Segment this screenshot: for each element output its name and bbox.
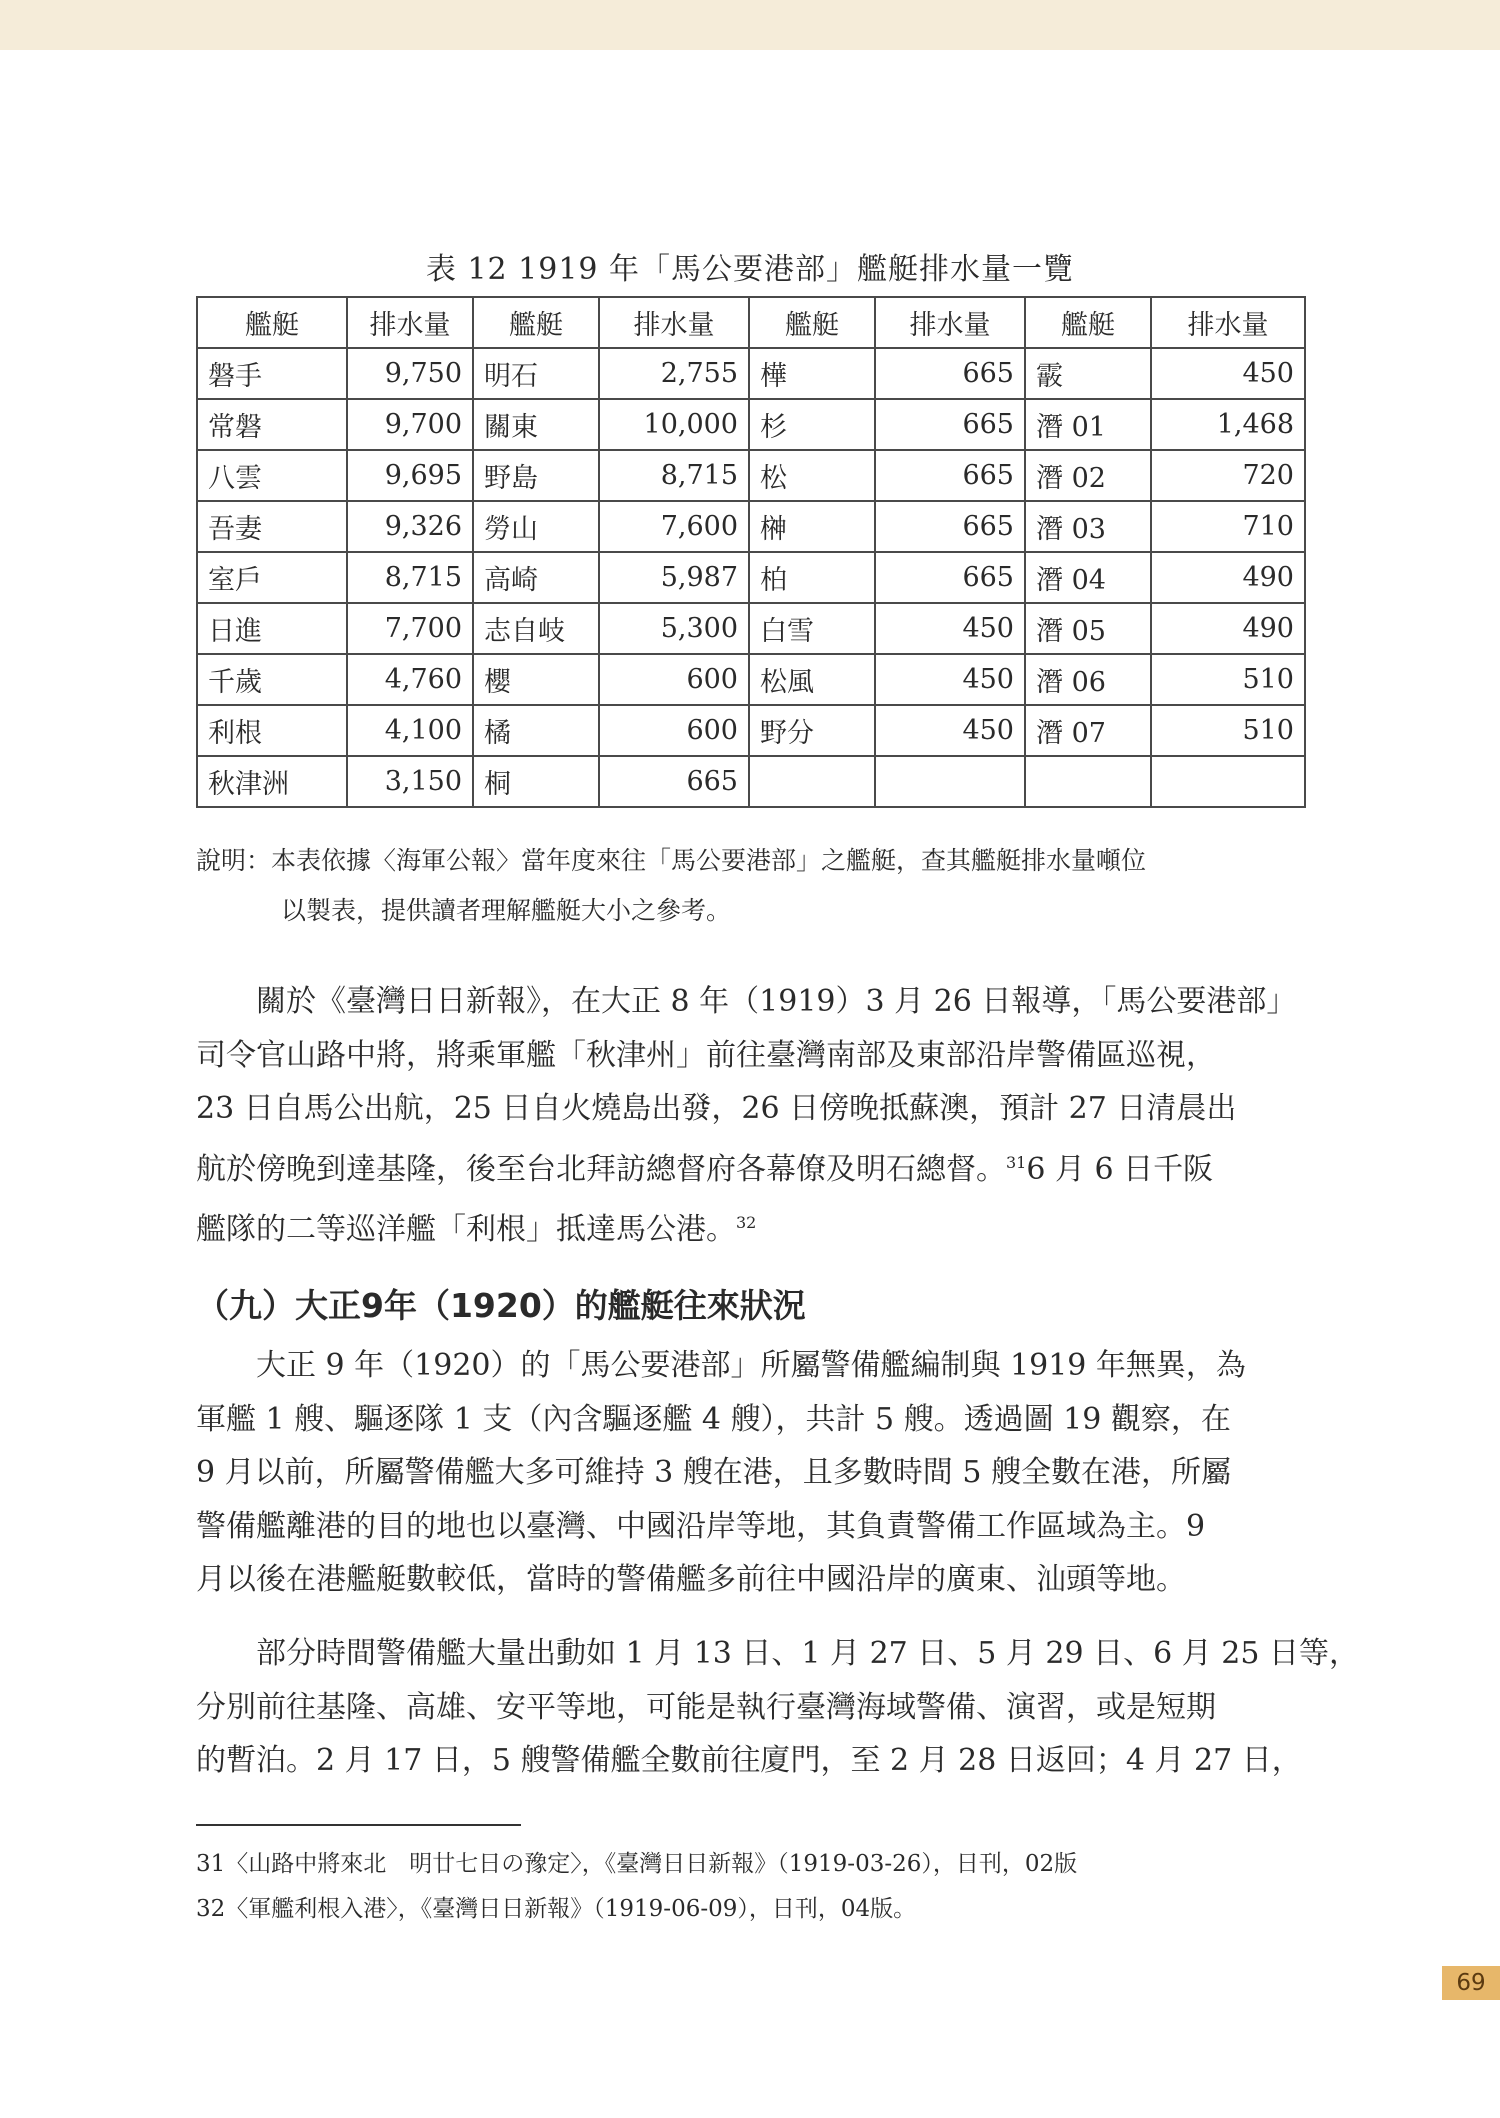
ship-name-cell: 千歲 [197,654,347,705]
text-line: 分別前往基隆、高雄、安平等地，可能是執行臺灣海域警備、演習，或是短期 [196,1689,1216,1725]
displacement-cell [875,756,1025,807]
header-displacement: 排水量 [875,297,1025,348]
displacement-cell: 665 [599,756,749,807]
displacement-cell: 665 [875,399,1025,450]
ship-name-cell: 松風 [749,654,875,705]
ship-name-cell [1025,756,1151,807]
text-line: 警備艦離港的目的地也以臺灣、中國沿岸等地，其負責警備工作區域為主。9 [196,1508,1206,1544]
ship-displacement-table [196,296,1306,808]
displacement-cell [1151,756,1305,807]
table-note-line2: 以製表，提供讀者理解艦艇大小之參考。 [281,896,732,925]
displacement-cell: 10,000 [599,399,749,450]
displacement-cell: 600 [599,705,749,756]
ship-name-cell [749,756,875,807]
displacement-cell: 665 [875,552,1025,603]
table-row [197,501,1305,552]
ship-name-cell: 杉 [749,399,875,450]
table-row [197,399,1305,450]
ship-name-cell: 潛 06 [1025,654,1151,705]
displacement-cell: 5,987 [599,552,749,603]
text-line: 月以後在港艦艇數較低，當時的警備艦多前往中國沿岸的廣東、汕頭等地。 [196,1562,1186,1597]
table-note [196,836,1316,936]
ship-name-cell: 關東 [473,399,599,450]
text-line: 司令官山路中將，將乘軍艦「秋津州」前往臺灣南部及東部沿岸警備區巡視， [196,1037,1216,1073]
header-ship: 艦艇 [473,297,599,348]
table-row [197,756,1305,807]
header-displacement: 排水量 [599,297,749,348]
displacement-cell: 450 [1151,348,1305,399]
ship-name-cell: 柏 [749,552,875,603]
ship-name-cell: 潛 03 [1025,501,1151,552]
section-heading: （九）大正9年（1920）的艦艇往來狀況 [196,1286,806,1325]
text-line [196,1196,1304,1257]
displacement-cell: 4,760 [347,654,473,705]
text-line: 9 月以前，所屬警備艦大多可維持 3 艘在港，且多數時間 5 艘全數在港，所屬 [196,1455,1231,1490]
text-line: 軍艦 1 艘、驅逐隊 1 支（內含驅逐艦 4 艘），共計 5 艘。透過圖 19 觀察，在 [196,1401,1231,1437]
ship-name-cell: 櫻 [473,654,599,705]
ship-name-cell: 白雪 [749,603,875,654]
displacement-cell: 9,326 [347,501,473,552]
displacement-cell: 450 [875,705,1025,756]
text-line: 的暫泊。2 月 17 日，5 艘警備艦全數前往廈門，至 2 月 28 日返回；4 月 27 日， [196,1743,1302,1778]
table-row [197,348,1305,399]
footnote-ref-32: 32 [736,1213,757,1232]
displacement-cell: 9,750 [347,348,473,399]
displacement-cell: 1,468 [1151,399,1305,450]
header-displacement: 排水量 [1151,297,1305,348]
displacement-cell: 665 [875,450,1025,501]
footnote-32: 32〈軍艦利根入港〉，《臺灣日日新報》（1919-06-09），日刊，04版。 [196,1896,917,1922]
ship-name-cell: 橘 [473,705,599,756]
displacement-cell: 9,700 [347,399,473,450]
ship-name-cell: 桐 [473,756,599,807]
table-caption: 表 12 1919 年「馬公要港部」艦艇排水量一覽 [425,252,1075,287]
displacement-cell: 510 [1151,705,1305,756]
paragraph-1920-overview [196,1339,1304,1607]
displacement-cell: 8,715 [599,450,749,501]
ship-name-cell: 明石 [473,348,599,399]
displacement-cell: 450 [875,603,1025,654]
text-line: 大正 9 年（1920）的「馬公要港部」所屬警備艦編制與 1919 年無異，為 [196,1348,1246,1383]
displacement-cell: 665 [875,501,1025,552]
header-ship: 艦艇 [749,297,875,348]
header-ship: 艦艇 [197,297,347,348]
displacement-cell: 2,755 [599,348,749,399]
displacement-cell: 3,150 [347,756,473,807]
footnote-ref-31: 31 [1006,1152,1027,1172]
text-line-part: 6 月 6 日千阪 [1026,1151,1214,1187]
displacement-cell: 7,600 [599,501,749,552]
footnotes [196,1842,1077,1932]
ship-name-cell: 室戶 [197,552,347,603]
displacement-cell: 490 [1151,552,1305,603]
table-body [197,348,1305,807]
displacement-cell: 4,100 [347,705,473,756]
displacement-cell: 450 [875,654,1025,705]
ship-name-cell: 秋津洲 [197,756,347,807]
ship-name-cell: 潛 02 [1025,450,1151,501]
ship-name-cell: 八雲 [197,450,347,501]
ship-name-cell: 勞山 [473,501,599,552]
table-row [197,603,1305,654]
displacement-cell: 600 [599,654,749,705]
table-note-line1: 說明：本表依據〈海軍公報〉當年度來往「馬公要港部」之艦艇，查其艦艇排水量噸位 [196,846,1147,875]
displacement-cell: 9,695 [347,450,473,501]
displacement-cell: 7,700 [347,603,473,654]
paragraph-1920-deployments [196,1627,1360,1788]
top-color-band [0,0,1500,50]
paragraph-akitsushima [196,975,1304,1257]
ship-name-cell: 潛 07 [1025,705,1151,756]
footnote-divider [196,1824,521,1826]
table-row [197,552,1305,603]
text-line: 關於《臺灣日日新報》，在大正 8 年（1919）3 月 26 日報導，「馬公要港部」 [196,984,1297,1019]
text-line-part: 航於傍晚到達基隆，後至台北拜訪總督府各幕僚及明石總督。 [196,1151,1006,1187]
ship-name-cell: 野島 [473,450,599,501]
table-row [197,654,1305,705]
page-number: 69 [1442,1966,1500,2000]
ship-name-cell: 潛 04 [1025,552,1151,603]
ship-name-cell: 吾妻 [197,501,347,552]
ship-name-cell: 榊 [749,501,875,552]
ship-name-cell: 霰 [1025,348,1151,399]
displacement-cell: 710 [1151,501,1305,552]
text-line: 部分時間警備艦大量出動如 1 月 13 日、1 月 27 日、5 月 29 日、6 月 25 日等， [196,1636,1360,1671]
ship-name-cell: 利根 [197,705,347,756]
ship-name-cell: 志自岐 [473,603,599,654]
displacement-cell: 490 [1151,603,1305,654]
footnote-31: 31〈山路中將來北 明廿七日の豫定〉，《臺灣日日新報》（1919-03-26），日刊，02版 [196,1851,1078,1877]
ship-name-cell: 高崎 [473,552,599,603]
ship-name-cell: 野分 [749,705,875,756]
ship-name-cell: 磐手 [197,348,347,399]
header-displacement: 排水量 [347,297,473,348]
ship-name-cell: 日進 [197,603,347,654]
ship-name-cell: 樺 [749,348,875,399]
ship-name-cell: 潛 05 [1025,603,1151,654]
displacement-cell: 5,300 [599,603,749,654]
ship-name-cell: 常磐 [197,399,347,450]
displacement-cell: 665 [875,348,1025,399]
displacement-cell: 510 [1151,654,1305,705]
ship-name-cell: 松 [749,450,875,501]
ship-name-cell: 潛 01 [1025,399,1151,450]
displacement-cell: 8,715 [347,552,473,603]
text-line-part: 艦隊的二等巡洋艦「利根」抵達馬公港。 [196,1212,736,1247]
displacement-cell: 720 [1151,450,1305,501]
text-line: 23 日自馬公出航，25 日自火燒島出發，26 日傍晚抵蘇澳，預計 27 日清晨出 [196,1091,1237,1126]
table-row [197,450,1305,501]
table-row [197,705,1305,756]
text-line [196,1136,1304,1197]
table-header-row [197,297,1305,348]
header-ship: 艦艇 [1025,297,1151,348]
